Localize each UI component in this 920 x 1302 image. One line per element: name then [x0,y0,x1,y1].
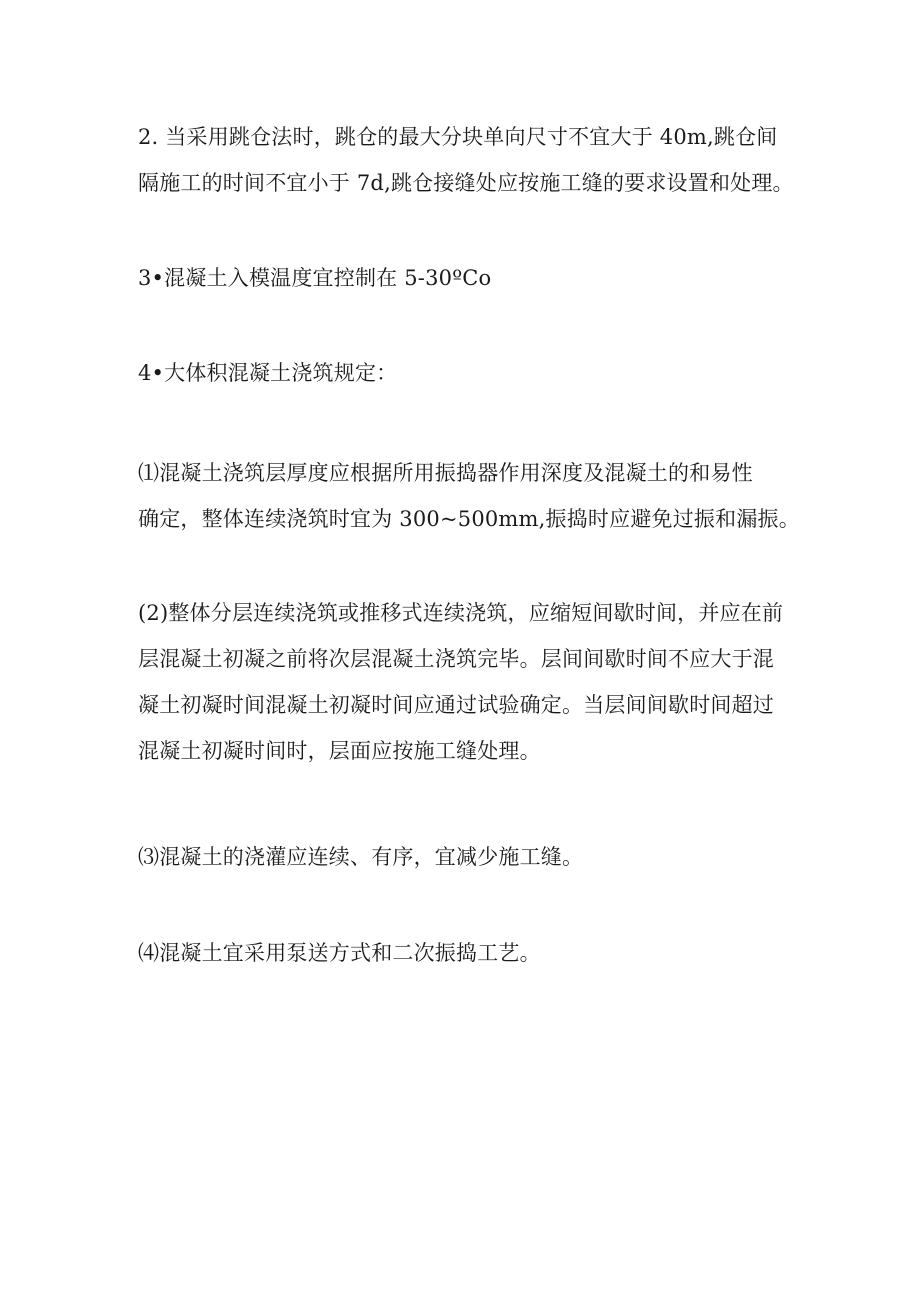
paragraph-4-heading [138,350,818,396]
paragraph-item-4 [138,930,818,976]
paragraph-2-jump-warehouse [138,114,818,206]
text-line: 确定，整体连续浇筑时宜为 300~500mm,振捣时应避免过振和漏振。 [138,507,800,531]
text-line: 3•混凝土入模温度宜控制在 5-30ºCo [138,266,492,290]
text-line: 2. 当采用跳仓法时，跳仓的最大分块单向尺寸不宜大于 40m,跳仓间 [138,125,778,149]
text-line: 混凝土初凝时间时，层面应按施工缝处理。 [138,739,541,763]
paragraph-item-2 [138,590,818,774]
paragraph-item-3 [138,834,818,880]
text-line: 凝土初凝时间混凝土初凝时间应通过试验确定。当层间间歇时间超过 [138,693,774,717]
text-line: 隔施工的时间不宜小于 7d,跳仓接缝处应按施工缝的要求设置和处理。 [138,171,794,195]
text-line: (2)整体分层连续浇筑或推移式连续浇筑，应缩短间歇时间，并应在前 [138,601,784,625]
paragraph-3-mold-temperature [138,255,818,301]
paragraph-item-1 [138,450,818,542]
text-line: ⑶混凝土的浇灌应连续、有序，宜减少施工缝。 [138,845,584,869]
text-line: ⑷混凝土宜采用泵送方式和二次振捣工艺。 [138,941,541,965]
text-line: ⑴混凝土浇筑层厚度应根据所用振捣器作用深度及混凝土的和易性 [138,461,753,485]
text-line: 层混凝土初凝之前将次层混凝土浇筑完毕。层间间歇时间不应大于混 [138,647,774,671]
text-line: 4•大体积混凝土浇筑规定： [138,361,398,385]
